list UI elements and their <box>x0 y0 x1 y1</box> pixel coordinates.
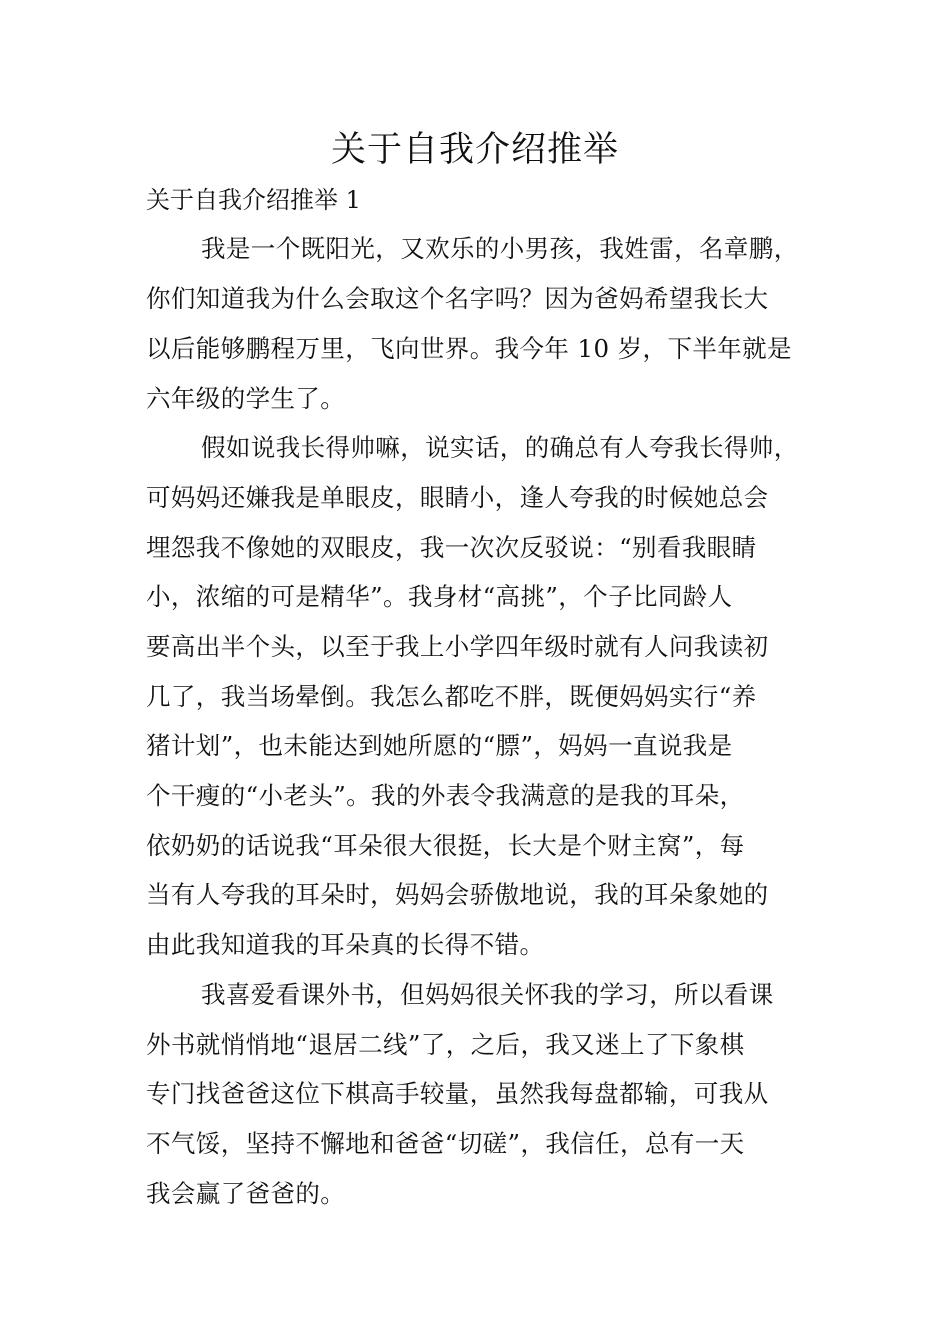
text-line: 你们知道我为什么会取这个名字吗？因为爸妈希望我长大 <box>146 284 769 313</box>
text-line: 小，浓缩的可是精华”。我身材“高挑”，个子比同龄人 <box>146 582 733 611</box>
text-line: 当有人夸我的耳朵时，妈妈会骄傲地说，我的耳朵象她的 <box>146 880 769 909</box>
text-line: 可妈妈还嫌我是单眼皮，眼睛小，逢人夸我的时候她总会 <box>146 483 769 512</box>
text-line: 假如说我长得帅嘛，说实话，的确总有人夸我长得帅， <box>201 433 799 462</box>
text-line: 专门找爸爸这位下棋高手较量，虽然我每盘都输，可我从 <box>146 1079 769 1108</box>
text-line: 几了，我当场晕倒。我怎么都吃不胖，既便妈妈实行“养 <box>146 682 757 711</box>
text-line: 外书就悄悄地“退居二线”了，之后，我又迷上了下象棋 <box>146 1030 745 1059</box>
text-line: 依奶奶的话说我“耳朵很大很挺，长大是个财主窝”，每 <box>146 831 745 860</box>
text-line: 我是一个既阳光，又欢乐的小男孩，我姓雷，名章鹏， <box>201 234 799 263</box>
text-line: 我会赢了爸爸的。 <box>146 1179 346 1208</box>
text-line: 以后能够鹏程万里，飞向世界。我今年 10 岁，下半年就是 <box>146 334 792 363</box>
text-line: 个干瘦的“小老头”。我的外表令我满意的是我的耳朵， <box>146 781 745 810</box>
text-line: 六年级的学生了。 <box>146 384 346 413</box>
section-heading: 关于自我介绍推举 1 <box>146 186 361 214</box>
document-title: 关于自我介绍推举 <box>330 130 619 170</box>
text-line: 埋怨我不像她的双眼皮，我一次次反驳说：“别看我眼睛 <box>146 533 757 562</box>
text-line: 不气馁，坚持不懈地和爸爸“切磋”，我信任，总有一天 <box>146 1129 745 1158</box>
text-line: 猪计划”，也未能达到她所愿的“膘”，妈妈一直说我是 <box>146 731 733 760</box>
text-line: 要高出半个头，以至于我上小学四年级时就有人问我读初 <box>146 632 769 661</box>
text-line: 由此我知道我的耳朵真的长得不错。 <box>146 930 545 959</box>
text-line: 我喜爱看课外书，但妈妈很关怀我的学习，所以看课 <box>201 980 774 1009</box>
